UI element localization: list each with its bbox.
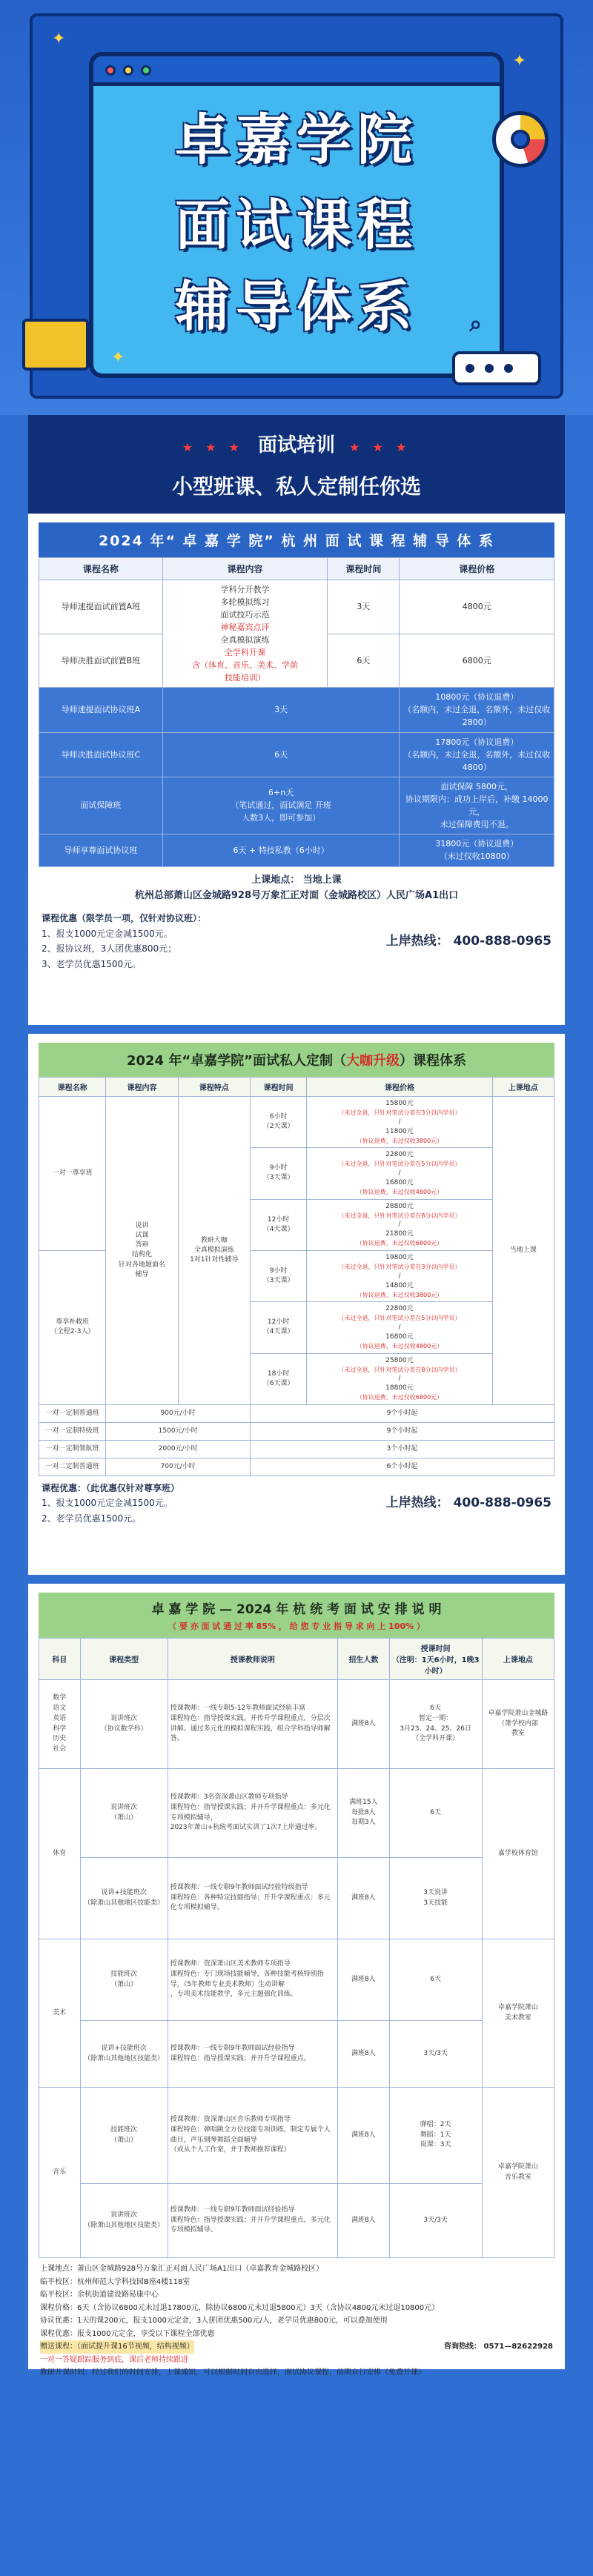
policy-block-2: 课程优惠：（此优惠仅针对尊享班） 1、报支1000元定金减1500元。 2、老学员优惠1500元。 上岸热线： 400-888-0965	[42, 1482, 551, 1524]
browser-bar	[93, 56, 500, 86]
table-row	[39, 834, 554, 866]
table-row	[39, 732, 554, 777]
table-row: 体育 说讲班次 （萧山） 授课教师：3名资深萧山区教师专项指导 课程特色：指导授课实践；并开升学课程重点：多元化专项模拟辅导， 2023年萧山+杭统考面试实训了1次7上岸通过率。 满班15人 每批8人 每期3人 6天 嘉学校体育馆	[39, 1769, 554, 1858]
table-row: 数学 语文 英语 科学 历史 社会 说讲班次 （协议数学科） 授课教师：一线专职5-12年教师面试经验丰富 课程特色：指导授课实践，并传升学课程重点，分层次讲解。通过多元化的模拟课程实践，组合学科指导师解答。 满班8人 6天 暂定一期： 3月23、24、25、26日 （全学科开课） 卓嘉学院萧山金城路 （萧学校内部 教室	[39, 1680, 554, 1769]
stars-left: ★ ★ ★	[182, 440, 244, 454]
course-name: 面试保障班	[39, 777, 163, 834]
table3-subtitle: （ 要 亦 面 试 通 过 率 85% ， 给 您 专 业 指 导 求 向 上 100% ）	[39, 1620, 554, 1638]
one-on-one-name: 一对一尊享班	[39, 1097, 106, 1251]
th-time: 课程时间	[328, 558, 400, 580]
course-name: 导师决胜面试协议班C	[39, 732, 163, 777]
course-price: 面试保障 5800元， 协议期限内：成功上岸后，补缴 14000 元， 未过保障费用不退。	[400, 777, 554, 834]
course-content: 3天	[162, 688, 400, 732]
phone: 咨询热线： 0571—82622928	[444, 2343, 553, 2351]
course-name: 导师速提面试前置A班	[39, 580, 163, 634]
th: 课程内容	[106, 1078, 178, 1097]
th: 课程特点	[178, 1078, 250, 1097]
course-time: 6天	[328, 634, 400, 688]
course-time: 3天	[328, 580, 400, 634]
table-row: 一对一定制领航班 2000元/小时 3个小时起	[39, 1440, 554, 1458]
course-price: 31800元（协议退费） （未过仅收10800）	[400, 834, 554, 866]
th-content: 课程内容	[162, 558, 327, 580]
table1-title: 2024 年“ 卓 嘉 学 院” 杭 州 面 试 课 程 辅 导 体 系	[39, 522, 554, 557]
slot-price: 25800元 （未过全退，只针对笔试分差在8分以内学员） / 18800元 （协议退费，未过仅收6800元）	[307, 1353, 492, 1404]
course-price: 10800元（协议退费） （名额内，未过全退，名额外，未过仅收2800）	[400, 688, 554, 732]
table-row: 说讲+技能班次 （除萧山其他地区技能类） 授课教师：一线专职9年教师面试经验特级指导 课程特色：各种特定技能指导；开升学课程重点：多元化专项模拟辅导。 满班8人 3天说讲 3天技能	[39, 1858, 554, 1939]
table2	[39, 1077, 554, 1476]
hero-title-line2: 面试课程	[175, 193, 418, 257]
star-icon: ✦	[512, 52, 526, 70]
th-price: 课程价格	[400, 558, 554, 580]
table-row: 18小时 （6天课） 25800元 （未过全退，只针对笔试分差在8分以内学员） / 18800元 （协议退费，未过仅收6800元）	[39, 1353, 554, 1404]
yellow-dot-icon	[123, 65, 133, 76]
table-row: 12小时 （4天课） 28800元 （未过全退，只针对笔试分差在8分以内学员） / 21800元 （协议退费，未过仅收6800元）	[39, 1199, 554, 1250]
course-price: 6800元	[400, 634, 554, 688]
course-content: 学科分开教学 多轮模拟练习 面试技巧示范 神秘嘉宾点评 全真模拟演练 全学科开课 含（体育、音乐、美术、学前 技能培训）	[162, 580, 327, 688]
th: 课程价格	[307, 1078, 492, 1097]
table2-title: 2024 年“卓嘉学院”面试私人定制（大咖升级）课程体系	[39, 1043, 554, 1077]
table-row: 说讲+技能班次 （除萧山其他地区技能类） 授课教师：一线专职9年教师面试经验指导 课程特色：指导授课实践；并开升学课程重点。 满班8人 3天/3天	[39, 2021, 554, 2088]
intro-section	[28, 415, 565, 514]
hero-title-line1: 卓嘉学院	[175, 108, 418, 172]
slot-price: 22800元 （未过全退，只针对笔试分差在5分以内学员） / 16800元 （协议退费，未过仅收4800元）	[307, 1148, 492, 1199]
red-dot-icon	[105, 65, 116, 76]
course-system-panel	[28, 514, 565, 1025]
hotline: 上岸热线： 400-888-0965	[385, 1496, 551, 1511]
slot-price: 19800元 （未过全退，只针对笔试分差在3分以内学员） / 14800元 （协议退费，未过仅收3800元）	[307, 1250, 492, 1301]
table-row	[39, 777, 554, 834]
table3-title: 卓 嘉 学 院 — 2024 年 杭 统 考 面 试 安 排 说 明	[39, 1593, 554, 1620]
course-content: 6+n天 （笔试通过，面试满足 开班 人数3人，即可参加）	[162, 777, 400, 834]
table-row: 一对一定制特级班 1500元/小时 9个小时起	[39, 1422, 554, 1440]
th: 课程名称	[39, 1078, 106, 1097]
table3: 科目 课程类型 授课教师说明 招生人数 授课时间 （注明：1天6小时，1晚3小时） 上课地点 数学 语文 英语 科学 历史 社会 说讲班次 （协议数学科） 授课教师：一线专职5-12年教师面试经验丰富 课程特色：指导授课实践，并传升学课程重点，分层次讲解。通过多元化的模拟课程实践，组合学科指导师解答。 满班8人 6天 暂定一期： 3月23、24、25、26日 （全学科开课） 卓嘉学院萧山金城路 （萧学校内部 教室 体育 说讲班次 （萧山） 授课教师：3名资深萧山区教师专项指导 课程特色：指导授课实践；并开升学课程重点：多元化专项模拟辅导， 2023年萧山+杭统考面试实训了1次7上岸通过率。 满班15人 每批8人 每期3人 6天 嘉学校体育馆 说讲+技能班次 （除萧山其他地区技能类） 授课教师：一线专职9年教师面试经验特级指导 课程特色：各种特定技能指导；开升学课程重点：多元化专项模拟辅导。 满班8人 3天说讲 3天技能 美术 技能班次 （萧山） 授课教师：资深萧山区美术教师专项指导 课程特色：专门现场技能辅导，各种技能考核特别指导，（5年教师专业美术教师）生动讲解 ，专项美术技能教学，多元主题强化训练。 满班8人 6天 卓嘉学院萧山 美术教室 说讲+技能班次 （除萧山其他地区技能类） 授课教师：一线专职9年教师面试经验指导 课程特色：指导授课实践；并开升学课程重点。 满班8人 3天/3天 音乐 技能班次 （萧山） 授课教师：资深萧山区音乐教师专项指导 课程特色：弹唱跳全方位技能专项训练，制定专属个人曲目，声乐钢琴舞蹈全面辅导 （或从个人工作室，并于教师推荐课程） 满班8人 弹唱：2天 舞蹈：1天 说课：3天 卓嘉学院萧山 音乐教室 说讲班次 （除萧山其他地区技能类） 授课教师：一线专职9年教师面试经验指导 课程特色：指导授课实践；并开升学课程重点，多元化专项模拟辅导。 满班8人 3天/3天	[39, 1638, 554, 2258]
course-name: 导师决胜面试前置B班	[39, 634, 163, 688]
hotline: 上岸热线： 400-888-0965	[385, 933, 551, 949]
course-feature: 教研大咖 全真模拟演练 1对1针对性辅导	[178, 1097, 250, 1405]
course-content: 6天	[162, 732, 400, 777]
exam-arrangement-panel	[28, 1584, 565, 2377]
slot-price: 22800元 （未过全退，只针对笔试分差在5分以内学员） / 16800元 （协议退费，未过仅收4800元）	[307, 1302, 492, 1353]
hero-banner	[0, 0, 593, 415]
green-dot-icon	[141, 65, 151, 76]
group-name: 尊享补救班 （全程2-3人）	[39, 1250, 106, 1404]
slot-price: 15800元 （未过全退，只针对笔试分差在3分以内学员） / 11800元 （协议退费，未过仅收3800元）	[307, 1097, 492, 1148]
course-price: 17800元（协议退费） （名额内，未过全退，名额外，未过仅收4800）	[400, 732, 554, 777]
table-row: 一对二定制普通班 700元/小时 6个小时起	[39, 1458, 554, 1475]
th: 上课地点	[492, 1078, 554, 1097]
slot-price: 28800元 （未过全退，只针对笔试分差在8分以内学员） / 21800元 （协议退费，未过仅收6800元）	[307, 1199, 492, 1250]
table-row: 9小时 （3天课） 22800元 （未过全退，只针对笔试分差在5分以内学员） / 16800元 （协议退费，未过仅收4800元）	[39, 1148, 554, 1199]
policy-block: 课程优惠（限学员一项，仅针对协议班）： 1、报支1000元定金减1500元。 2、报协议班，3人团优惠800元； 3、老学员优惠1500元。 上岸热线： 400-888-0965	[42, 913, 551, 969]
th: 课程时间	[250, 1078, 306, 1097]
stars-right: ★ ★ ★	[349, 440, 411, 454]
table-row	[39, 580, 554, 634]
intro-title: 面试培训	[257, 434, 335, 457]
course-content: 6天 + 特技私教（6小时）	[162, 834, 400, 866]
chat-bubble-icon	[452, 351, 541, 385]
table-row: 一对一定制普通班 900元/小时 9个小时起	[39, 1404, 554, 1422]
place: 当地上课	[492, 1097, 554, 1405]
table-row	[39, 688, 554, 732]
table-row: 尊享补救班 （全程2-3人） 9小时 （3天课） 19800元 （未过全退，只针对笔试分差在3分以内学员） / 14800元 （协议退费，未过仅收3800元）	[39, 1250, 554, 1301]
course-price: 4800元	[400, 580, 554, 634]
table1	[39, 557, 554, 867]
course-name: 导师速提面试协议班A	[39, 688, 163, 732]
table-row: 一对一尊享班 说讲 试课 答辩 结构化 针对各地题面名 辅导 教研大咖 全真模拟演练 1对1针对性辅导 6小时 （2天课） 15800元 （未过全退，只针对笔试分差在3分以内学员） / 11800元 （协议退费，未过仅收3800元） 当地上课	[39, 1097, 554, 1148]
star-icon: ✦	[52, 30, 66, 48]
table-row: 音乐 技能班次 （萧山） 授课教师：资深萧山区音乐教师专项指导 课程特色：弹唱跳全方位技能专项训练，制定专属个人曲目，声乐钢琴舞蹈全面辅导 （或从个人工作室，并于教师推荐课程） 满班8人 弹唱：2天 舞蹈：1天 说课：3天 卓嘉学院萧山 音乐教室	[39, 2088, 554, 2184]
search-icon: ⌕	[469, 311, 482, 337]
table-row: 美术 技能班次 （萧山） 授课教师：资深萧山区美术教师专项指导 课程特色：专门现场技能辅导，各种技能考核特别指导，（5年教师专业美术教师）生动讲解 ，专项美术技能教学，多元主题强化训练。 满班8人 6天 卓嘉学院萧山 美术教室	[39, 1939, 554, 2021]
hero-title-line3: 辅导体系	[175, 275, 418, 339]
th-name: 课程名称	[39, 558, 163, 580]
table-row: 说讲班次 （除萧山其他地区技能类） 授课教师：一线专职9年教师面试经验指导 课程特色：指导授课实践；并开升学课程重点，多元化专项模拟辅导。 满班8人 3天/3天	[39, 2184, 554, 2258]
custom-course-panel	[28, 1034, 565, 1575]
course-name: 导师享尊面试协议班	[39, 834, 163, 866]
course-content: 说讲 试课 答辩 结构化 针对各地题面名 辅导	[106, 1097, 178, 1405]
intro-subtitle: 小型班课、私人定制任你选	[171, 474, 421, 499]
star-icon: ✦	[111, 348, 125, 367]
location-note: 上课地点： 当地上课 杭州总部萧山区金城路928号万象汇正对面（金城路校区）人民广场A1出口	[134, 874, 459, 901]
table-row: 12小时 （4天课） 22800元 （未过全退，只针对笔试分差在5分以内学员） / 16800元 （协议退费，未过仅收4800元）	[39, 1302, 554, 1353]
footer-notes: 上课地点：萧山区金城路928号万象汇正对面人民广场A1出口（卓嘉教育金城路校区） 临平校区：杭州师范大学科技园B座4楼118室 临平校区：余杭街道建设路易康中心 课程价格：6天（含协议6800元未过退17800元，除协议6800元未过退5800元）3天（含协议4800元未过退10800元） 协议优惠：1天的课200元，报支1000元定金，3人拼团优惠500元/人，老学员优惠800元，可以叠加使用 课程优惠：报支1000元定金，享受以下课程全部优惠 赠送课程：（面试提升课16节视频，结构视频） 咨询热线： 0571—82622928 一对一答疑跟踪服务到底，课后老师持续跟进 教研开课时间：经过我们的时间安排，上课通知，可以根据时间自由选择，面试协议课程，前期自行安排（免费开课）	[40, 2265, 553, 2377]
